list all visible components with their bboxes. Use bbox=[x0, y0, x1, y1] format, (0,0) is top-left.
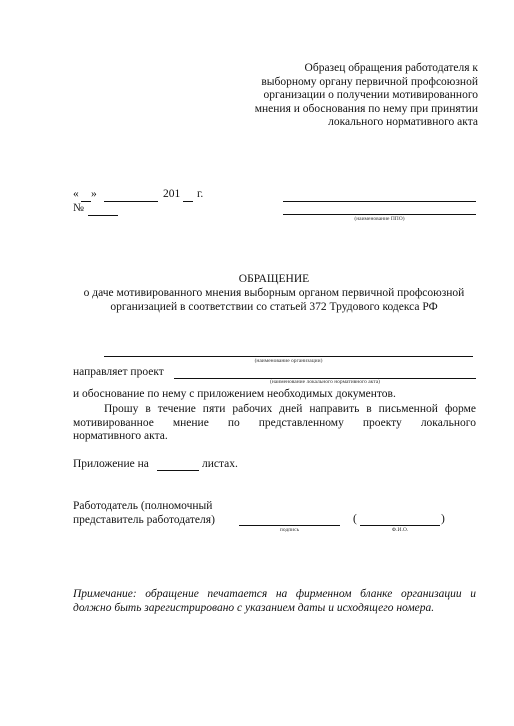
request-paragraph bbox=[73, 403, 476, 444]
name-bracket-open: ( bbox=[353, 513, 357, 525]
note-line: должно быть зарегистрировано с указанием даты и исходящего номера. bbox=[73, 601, 435, 614]
header-note-line: выборному органу первичной профсоюзной bbox=[261, 75, 478, 88]
signature-caption: подпись bbox=[279, 527, 300, 533]
note-line: Примечание: обращение печатается на фирменном бланке организации и bbox=[73, 588, 476, 600]
quote-close: » bbox=[91, 188, 97, 200]
ppo-name-line-1 bbox=[283, 201, 476, 202]
header-note-line: локального нормативного акта bbox=[328, 116, 478, 128]
header-note-line: мнения и обоснования по нему при принятии bbox=[254, 102, 478, 115]
sends-project-label: направляет проект bbox=[73, 366, 164, 378]
organization-name-line bbox=[104, 356, 473, 357]
attachment-label: Приложение на bbox=[73, 458, 149, 470]
name-bracket-close: ) bbox=[441, 513, 445, 525]
note-block bbox=[73, 588, 476, 615]
quote-open: « bbox=[73, 188, 79, 200]
sample-header-note bbox=[218, 62, 478, 130]
signature-line bbox=[239, 525, 340, 526]
year-blank bbox=[183, 201, 193, 202]
request-line: нормативного акта. bbox=[73, 430, 168, 442]
header-note-line: организации о получении мотивированного bbox=[263, 89, 478, 101]
date-line bbox=[73, 188, 79, 202]
year-prefix: 201 bbox=[163, 188, 181, 200]
ppo-name-line-2 bbox=[283, 214, 476, 215]
act-caption: (наименование локального нормативного акта) bbox=[270, 379, 380, 385]
ppo-caption: (наименование ППО) bbox=[354, 216, 405, 222]
attachment-suffix: листах. bbox=[202, 458, 238, 470]
number-blank bbox=[88, 215, 118, 216]
year-suffix: г. bbox=[197, 188, 204, 200]
number-label: № bbox=[73, 202, 84, 214]
organization-caption: (наименование организации) bbox=[254, 358, 323, 364]
subtitle-line: организацией в соответствии со статьей 372 Трудового кодекса РФ bbox=[110, 300, 438, 313]
document-subtitle bbox=[0, 287, 514, 314]
document-title: ОБРАЩЕНИЕ bbox=[238, 273, 310, 285]
subtitle-line: о даче мотивированного мнения выборным органом первичной профсоюзной bbox=[83, 287, 465, 299]
employer-line: Работодатель (полномочный bbox=[73, 500, 213, 512]
attachment-sheets-blank bbox=[157, 470, 199, 471]
month-blank bbox=[104, 201, 158, 202]
request-line: мотивированное мнение по представленному проекту локального bbox=[73, 416, 476, 429]
employer-label bbox=[73, 500, 215, 527]
request-line: Прошу в течение пяти рабочих дней направить в письменной форме bbox=[104, 403, 476, 415]
header-note-line: Образец обращения работодателя к bbox=[304, 62, 478, 74]
employer-line: представитель работодателя) bbox=[73, 513, 215, 526]
justification-line: и обоснование по нему с приложением необходимых документов. bbox=[73, 388, 396, 400]
name-caption: Ф.И.О. bbox=[391, 527, 409, 533]
name-line bbox=[360, 525, 440, 526]
